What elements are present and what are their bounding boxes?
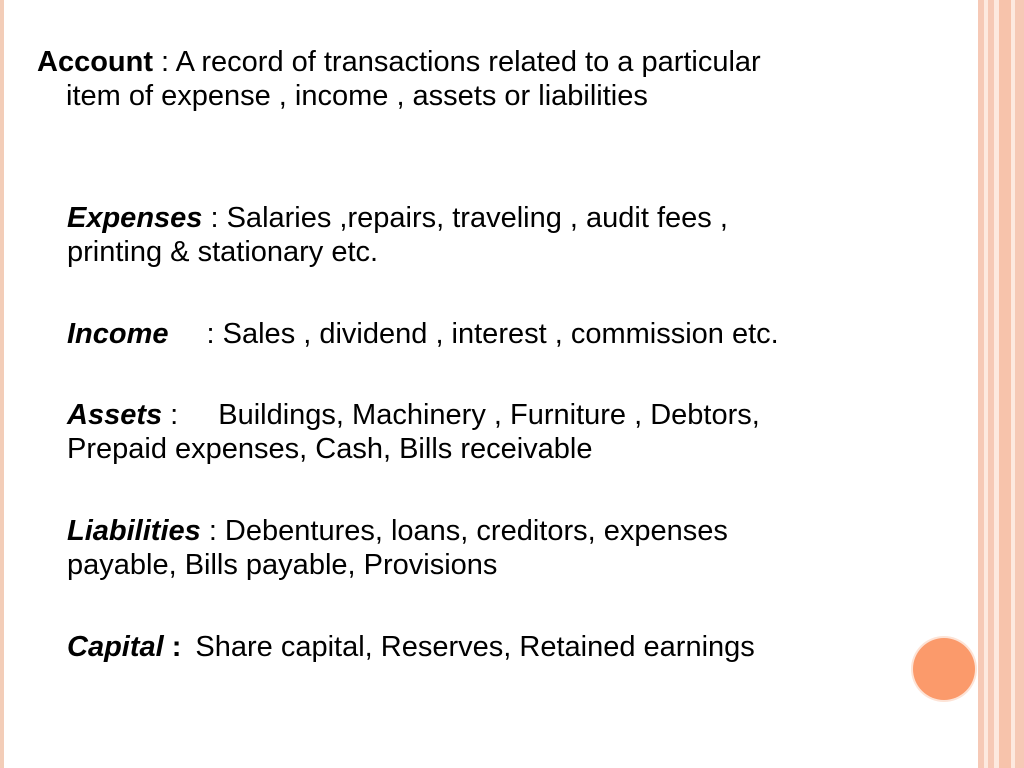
account-definition-line1 — [37, 45, 761, 79]
expenses-line1 — [67, 201, 728, 235]
decorative-stripe — [999, 0, 1011, 768]
expenses-term: Expenses — [67, 202, 203, 234]
liabilities-text: : Debentures, loans, creditors, expenses — [200, 515, 728, 547]
income-text: : Sales , dividend , interest , commission etc. — [206, 318, 779, 350]
income-line1 — [67, 317, 779, 351]
expenses-line2: printing & stationary etc. — [67, 236, 379, 268]
decorative-circle — [913, 638, 975, 700]
capital-separator: : — [163, 631, 182, 663]
assets-line1 — [67, 398, 760, 432]
liabilities-term: Liabilities — [67, 515, 201, 547]
expenses-text: : Salaries ,repairs, traveling , audit fees , — [202, 202, 728, 234]
capital-text: Share capital, Reserves, Retained earnings — [195, 631, 755, 663]
capital-term: Capital — [67, 631, 164, 663]
decorative-stripe — [1015, 0, 1024, 768]
capital-line1 — [67, 630, 755, 664]
liabilities-line2: payable, Bills payable, Provisions — [67, 549, 498, 581]
account-text: : A record of transactions related to a particular — [153, 46, 761, 78]
assets-separator: : — [162, 399, 179, 431]
assets-text: Buildings, Machinery , Furniture , Debtors, — [218, 399, 760, 431]
account-term: Account — [37, 46, 153, 78]
account-definition-line2: item of expense , income , assets or liabilities — [66, 80, 648, 112]
left-border — [0, 0, 4, 768]
liabilities-line1 — [67, 514, 728, 548]
assets-line2: Prepaid expenses, Cash, Bills receivable — [67, 433, 593, 465]
income-term: Income — [67, 318, 169, 350]
assets-term: Assets — [67, 399, 163, 431]
